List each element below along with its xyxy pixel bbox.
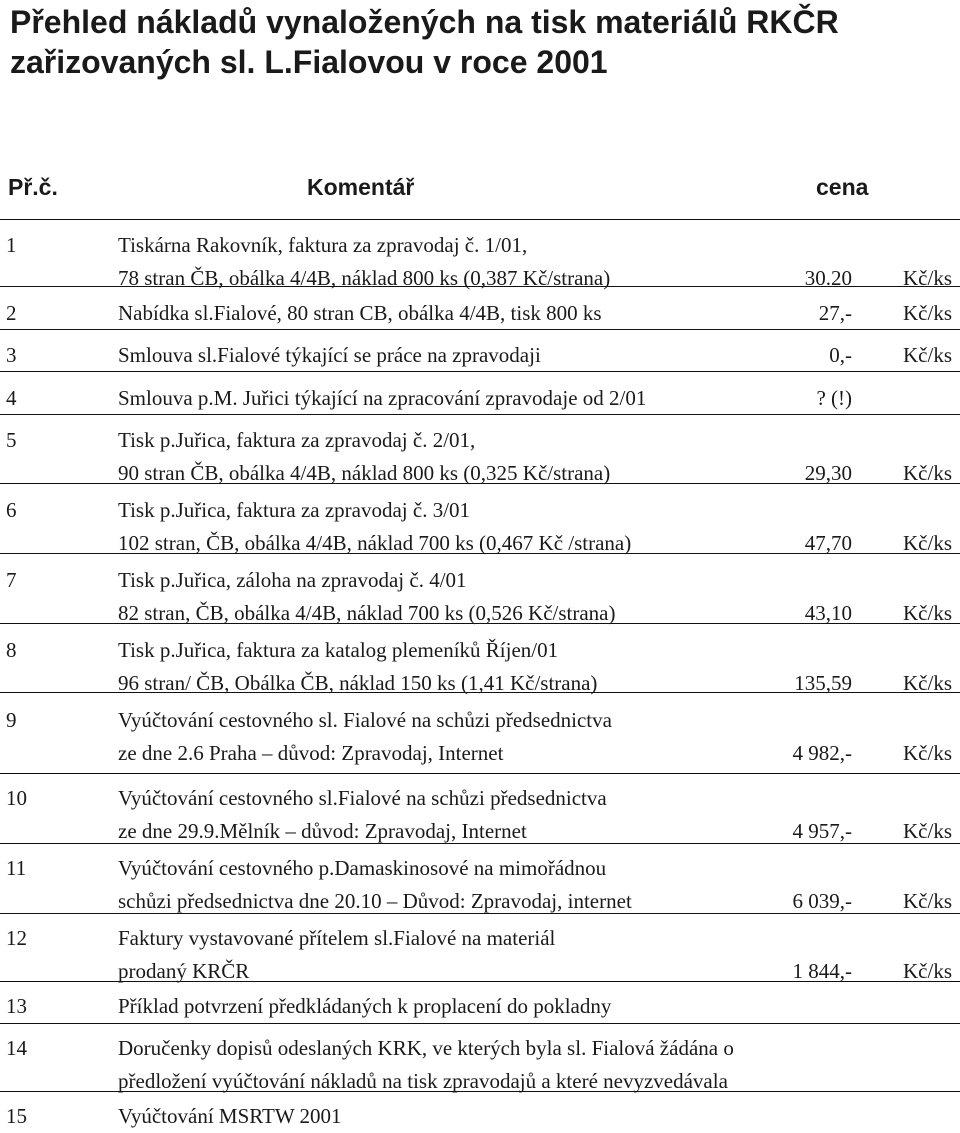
row-number: 9 (6, 708, 17, 732)
row-price: 0,- (829, 343, 852, 367)
row-comment-line-1: Tisk p.Juřica, záloha na zpravodaj č. 4/01 (118, 568, 467, 592)
row-price: 30.20 (804, 266, 852, 290)
header-comment: Komentář (307, 174, 415, 200)
row-comment-line-2: schůzi předsednictva dne 20.10 – Důvod: Zpravodaj, internet (118, 889, 632, 913)
row-comment-line-1: Tisk p.Juřica, faktura za zpravodaj č. 3/01 (118, 498, 471, 522)
row-number: 8 (6, 638, 17, 662)
row-number: 11 (6, 856, 27, 880)
row-price: 27,- (818, 301, 852, 325)
row-number: 1 (6, 233, 17, 257)
row-number: 13 (6, 994, 27, 1018)
row-comment-line-2: 82 stran, ČB, obálka 4/4B, náklad 700 ks (0,526 Kč/strana) (118, 601, 616, 625)
row-comment-line-1: Tisk p.Juřica, faktura za zpravodaj č. 2/01, (118, 428, 476, 452)
row-number: 6 (6, 498, 17, 522)
row-price: 29,30 (804, 461, 852, 485)
header-number: Př.č. (8, 174, 58, 200)
row-price: 47,70 (804, 531, 852, 555)
row-comment-line-1: Doručenky dopisů odeslaných KRK, ve kterých byla sl. Fialová žádána o (118, 1036, 734, 1060)
row-unit: Kč/ks (903, 601, 952, 625)
row-divider (0, 1023, 960, 1024)
row-comment-line-1: Smlouva sl.Fialové týkající se práce na zpravodaji (118, 343, 541, 367)
row-comment-line-1: Faktury vystavované přítelem sl.Fialové na materiál (118, 926, 556, 950)
row-unit: Kč/ks (903, 301, 952, 325)
row-unit: Kč/ks (903, 343, 952, 367)
row-price: 135,59 (794, 671, 852, 695)
row-number: 7 (6, 568, 17, 592)
row-divider (0, 219, 960, 220)
row-comment-line-1: Tiskárna Rakovník, faktura za zpravodaj č. 1/01, (118, 233, 528, 257)
row-comment-line-1: Vyúčtování cestovného p.Damaskinosové na mimořádnou (118, 856, 607, 880)
row-divider (0, 773, 960, 774)
row-unit: Kč/ks (903, 741, 952, 765)
row-price: 1 844,- (792, 959, 852, 983)
row-comment-line-2: ze dne 29.9.Mělník – důvod: Zpravodaj, Internet (118, 819, 527, 843)
row-comment-line-2: 102 stran, ČB, obálka 4/4B, náklad 700 ks (0,467 Kč /strana) (118, 531, 632, 555)
row-comment-line-2: předložení vyúčtování nákladů na tisk zpravodajů a které nevyzvedávala (118, 1069, 728, 1093)
row-price: 43,10 (804, 601, 852, 625)
row-unit: Kč/ks (903, 531, 952, 555)
row-price: 6 039,- (792, 889, 852, 913)
row-unit: Kč/ks (903, 671, 952, 695)
header-price: cena (816, 174, 869, 200)
row-price: 4 982,- (792, 741, 852, 765)
row-comment-line-1: Vyúčtování cestovného sl. Fialové na schůzi předsednictva (118, 708, 612, 732)
row-number: 4 (6, 386, 17, 410)
row-number: 15 (6, 1104, 27, 1128)
row-comment-line-2: 96 stran/ ČB, Obálka ČB, náklad 150 ks (1,41 Kč/strana) (118, 671, 598, 695)
row-comment-line-2: 90 stran ČB, obálka 4/4B, náklad 800 ks (0,325 Kč/strana) (118, 461, 611, 485)
row-unit: Kč/ks (903, 889, 952, 913)
row-comment-line-1: Nabídka sl.Fialové, 80 stran CB, obálka 4/4B, tisk 800 ks (118, 301, 602, 325)
row-comment-line-2: ze dne 2.6 Praha – důvod: Zpravodaj, Internet (118, 741, 504, 765)
title-line-2: zařizovaných sl. L.Fialovou v roce 2001 (10, 44, 608, 80)
row-price: 4 957,- (792, 819, 852, 843)
row-comment-line-1: Příklad potvrzení předkládaných k proplacení do pokladny (118, 994, 612, 1018)
row-comment-line-1: Vyúčtování cestovného sl.Fialové na schůzi předsednictva (118, 786, 607, 810)
row-number: 12 (6, 926, 27, 950)
row-comment-line-1: Vyúčtování MSRTW 2001 (118, 1104, 342, 1128)
row-comment-line-1: Smlouva p.M. Juřici týkající na zpracování zpravodaje od 2/01 (118, 386, 647, 410)
row-unit: Kč/ks (903, 959, 952, 983)
page-title (10, 2, 950, 82)
row-comment-line-2: 78 stran ČB, obálka 4/4B, náklad 800 ks (0,387 Kč/strana) (118, 266, 611, 290)
row-number: 5 (6, 428, 17, 452)
row-number: 10 (6, 786, 27, 810)
row-number: 3 (6, 343, 17, 367)
row-number: 14 (6, 1036, 27, 1060)
row-comment-line-2: prodaný KRČR (118, 959, 250, 983)
row-unit: Kč/ks (903, 461, 952, 485)
row-unit: Kč/ks (903, 266, 952, 290)
row-comment-line-1: Tisk p.Juřica, faktura za katalog plemeníků Říjen/01 (118, 638, 559, 662)
row-number: 2 (6, 301, 17, 325)
row-price: ? (!) (816, 386, 852, 410)
row-unit: Kč/ks (903, 819, 952, 843)
title-line-1: Přehled nákladů vynaložených na tisk materiálů RKČR (10, 4, 839, 40)
